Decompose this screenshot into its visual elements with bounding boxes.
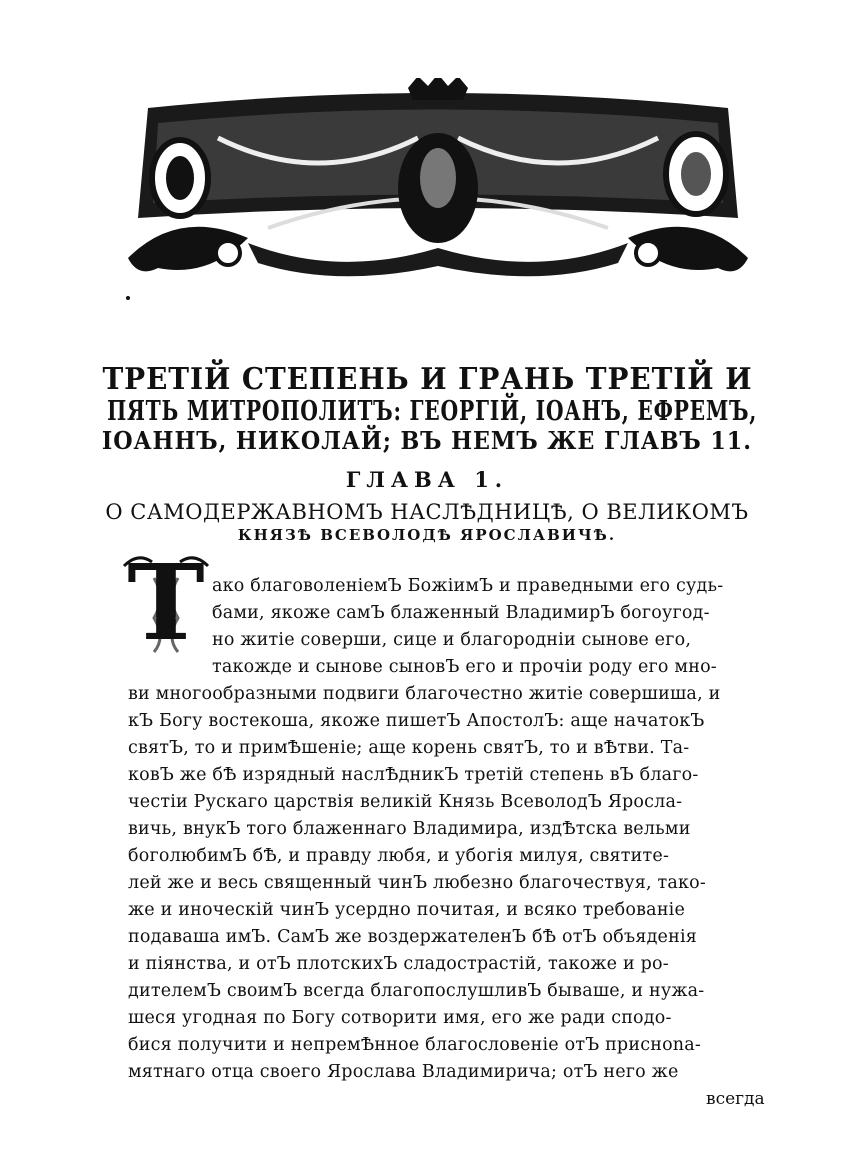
heading-line-2: ПЯТЬ МИТРОПОЛИТЪ: ГЕОРГІЙ, ІОАНЪ, ЕФРЕМЪ, [107,396,758,427]
text-line: же и иноческій чинЪ усердно почитая, и всяко требованіе [128,900,686,920]
text-line: кЪ Богу востекоша, якоже пишетЪ АпостолЪ: аще начатокЪ [128,711,705,731]
heading-line-3: ІОАННЪ, НИКОЛАЙ; ВЪ НЕМЪ ЖЕ ГЛАВЪ 11. [101,426,752,455]
ornamental-headpiece [118,78,758,288]
text-line: ковЪ же бѢ изрядный наслѢдникЪ третій степень вЪ благо- [128,765,699,785]
text-line: бися получити и непремѢнное благословеніе отЪ присноnа- [128,1035,702,1055]
text-line: ако благоволеніемЪ БожіимЪ и праведными его судь- [212,576,724,596]
text-line: мятнаго отца своего Ярослава Владимирича; отЪ него же [128,1062,679,1082]
text-line: дителемЪ своимЪ всегда благопослушливЪ бываше, и нужа- [128,981,705,1001]
chapter-title: ГЛАВА 1. [345,467,509,492]
text-line: бами, якоже самЪ блаженный ВладимирЪ богоугод- [212,603,710,623]
chapter-subtitle-line-1: О САМОДЕРЖАВНОМЪ НАСЛѢДНИЦѢ, О ВЕЛИКОМЪ [105,500,749,524]
decorated-initial [118,541,214,664]
text-line: лей же и весь священный чинЪ любезно благочествуя, тако- [128,873,706,893]
catchword: всегда [706,1089,765,1109]
text-line: подаваша имЪ. СамЪ же воздержателенЪ бѢ отЪ объяденія [128,927,698,947]
text-line: боголюбимЪ бѢ, и правду любя, и убогія милуя, святите- [128,846,670,866]
text-line: вичь, внукЪ того блаженнаго Владимира, издѢтска вельми [128,819,691,839]
heading-line-1: ТРЕТІЙ СТЕПЕНЬ И ГРАНЬ ТРЕТІЙ И [101,362,752,397]
text-line: такожде и сынове сыновЪ его и прочiи роду его мно- [212,657,717,677]
text-line: и піянства, и отЪ плотскихЪ сладострастій, такоже и ро- [128,954,669,974]
text-line: ви многообразными подвиги благочестно житiе совершиша, и [128,684,721,704]
text-line: честіи Рускаго царствія великій Князь ВсеволодЪ Яросла- [128,792,683,812]
stray-dot [126,296,130,300]
text-line: шеся угодная по Богу сотворити имя, его же ради сподо- [128,1008,672,1028]
initial-letter: Т [127,541,205,664]
text-line: но житіе соверши, сице и благороднiи сынове его, [212,630,692,650]
chapter-subtitle-line-2: КНЯЗѢ ВСЕВОЛОДѢ ЯРОСЛАВИЧѢ. [237,526,617,544]
text-line: святЪ, то и примѢшеніе; аще корень святЪ, то и вѢтви. Та- [128,738,690,758]
